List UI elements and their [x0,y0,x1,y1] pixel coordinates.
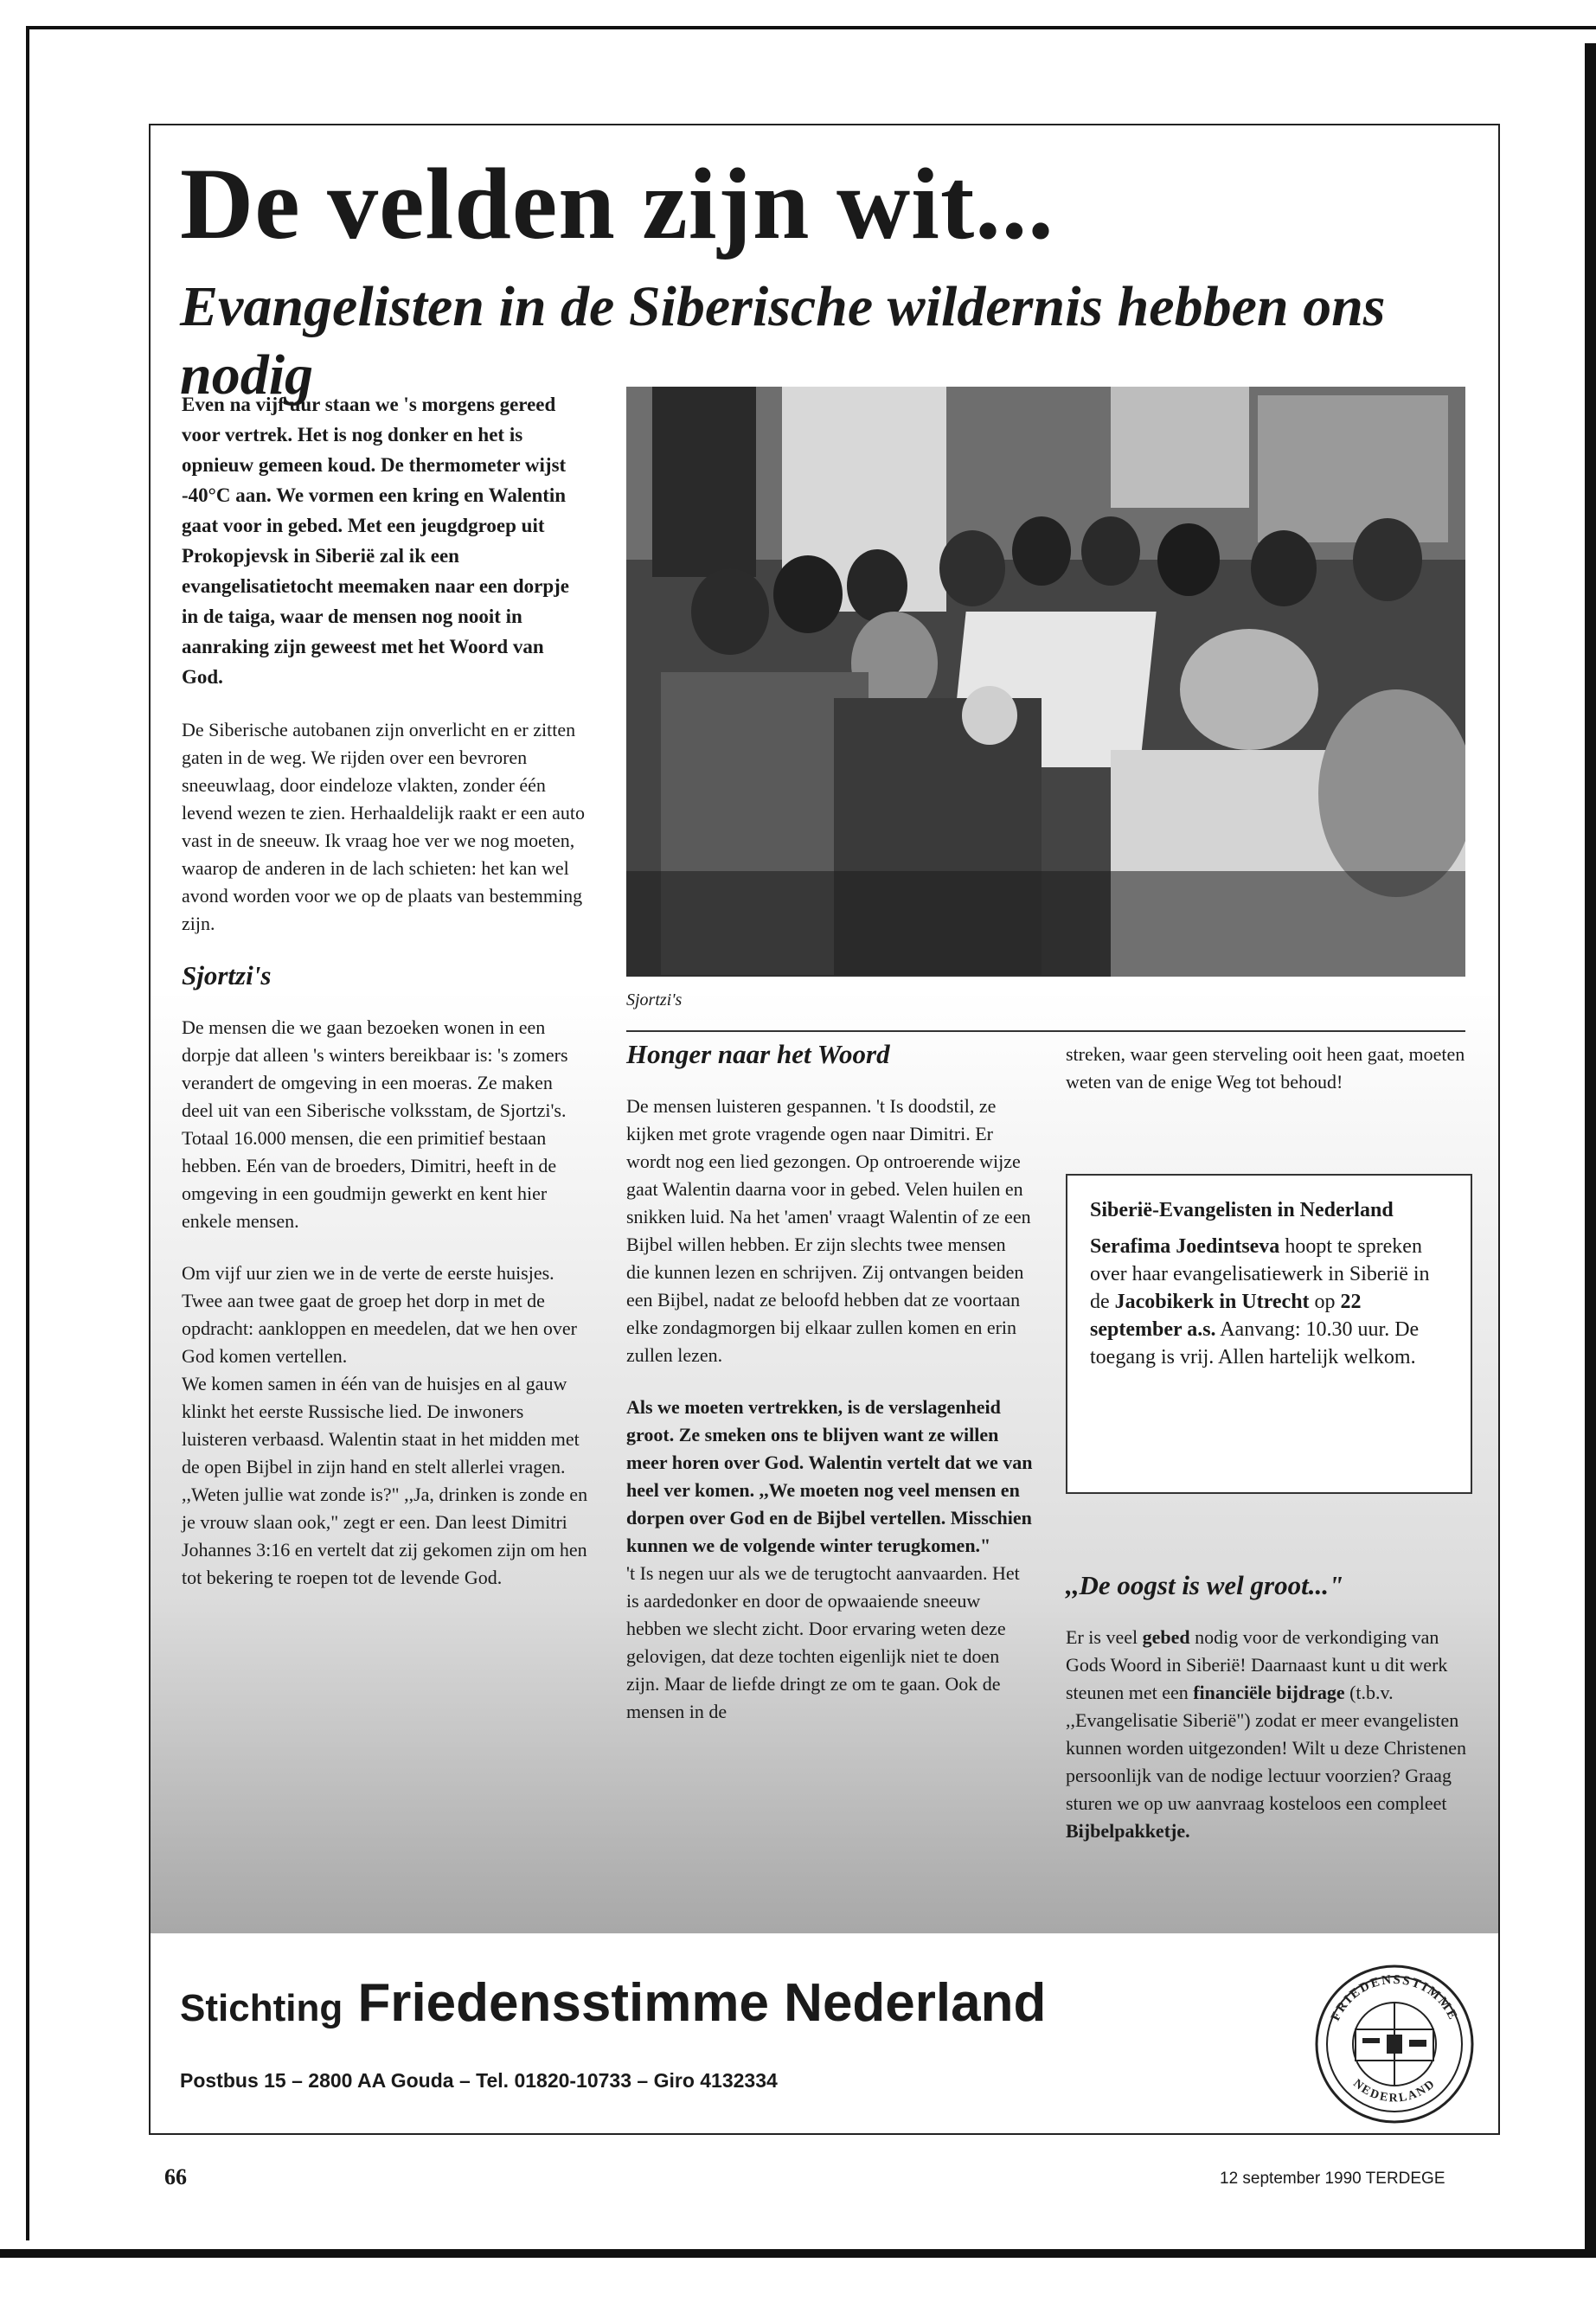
scan-border-top [26,26,1596,29]
scan-border-bottom [0,2249,1596,2258]
notice-text-1: hoopt te spreken over haar evangelisatiewerk in Siberië in de [1090,1235,1430,1313]
photo-gathering [626,387,1465,977]
subheadline: Evangelisten in de Siberische wildernis hebben ons nodig [180,275,1386,407]
publication-date: 12 september 1990 TERDEGE [1220,2170,1445,2188]
notice-body [1090,1233,1448,1371]
foundation-prefix: Stichting [180,1987,343,2029]
section-heading-oogst: ,,De oogst is wel groot..." [1066,1570,1344,1600]
foundation-address: Postbus 15 – 2800 AA Gouda – Tel. 01820-10733 – Giro 4132334 [180,2069,778,2092]
page-number: 66 [164,2164,187,2189]
scan-border-left [26,26,29,2240]
divider-rule [626,1030,1465,1032]
column-1 [182,389,588,1616]
scan-border-right [1585,43,1596,2258]
seal-text-bottom: NEDERLAND [1350,2077,1439,2106]
article-frame [149,124,1500,2135]
paragraph-departure: Als we moeten vertrekken, is de verslagenheid groot. Ze smeken ons te blijven want ze willen meer horen over God. Walentin vertelt dat we van heel ver komen. ,,We moeten nog veel mensen en dorpen over God en de Bijbel vertellen. Misschien kunnen we de volgende winter terugkomen." [626,1396,1033,1556]
section-heading-sjortzis: Sjortzi's [182,960,272,990]
appeal-text-a: Er is veel [1066,1626,1143,1648]
notice-text-3: Aanvang: 10.30 uur. De toegang is vrij. Allen hartelijk welkom. [1090,1318,1420,1368]
photo-illustration [626,387,1465,977]
appeal-text-c: nodig voor de verkondiging van Gods Woord in Siberië! Daarnaast kunt u dit werk steunen met een [1066,1626,1448,1703]
friedensstimme-seal-icon [1312,1962,1477,2126]
notice-text-2: op [1309,1291,1341,1313]
appeal-donation: financiële bijdrage [1193,1682,1345,1703]
paragraph-appeal [1066,1624,1472,1845]
appeal-prayer: gebed [1142,1626,1190,1648]
notice-date: 22 september a.s. [1090,1291,1362,1341]
paragraph-gathering: We komen samen in één van de huisjes en al gauw klinkt het eerste Russische lied. De inwoners luisteren verbaasd. Walentin staat in het midden met de open Bijbel in zijn hand en stelt allerlei vragen. ,,Weten jullie wat zonde is?" ,,Ja, drinken is zonde en je vrouw slaan ook," zegt er een. Dan leest Dimitri Johannes 3:16 en vertelt dat zij gekomen zijn om hen tot bekering te roepen tot de levende God. [182,1373,588,1588]
notice-venue: Jacobikerk in Utrecht [1114,1291,1310,1313]
seal-text-top: FRIEDENSSTIMME [1329,1972,1460,2023]
section-heading-honger: Honger naar het Woord [626,1039,890,1069]
column-2 [626,1041,1033,1750]
headline: De velden zijn wit... [180,147,1054,260]
appeal-bible-package: Bijbelpakketje. [1066,1820,1190,1842]
appeal-text-e: (t.b.v. ,,Evangelisatie Siberië") zodat er meer evangelisten kunnen worden uitgezonden! Wilt u deze Christenen persoonlijk van de nodige lectuur voorzien? Graag sturen we op uw aanvraag kosteloos een compleet [1066,1682,1467,1814]
photo-caption: Sjortzi's [626,990,683,1009]
notice-speaker: Serafima Joedintseva [1090,1235,1280,1258]
foundation-name [180,1972,1046,2034]
lead-paragraph: Even na vijf uur staan we 's morgens gereed voor vertrek. Het is nog donker en het is opnieuw gemeen koud. De thermometer wijst -40°C aan. We vormen een kring en Walentin gaat voor in gebed. Met een jeugdgroep uit Prokopjevsk in Siberië zal ik een evangelisatietocht meemaken naar een dorpje in de taiga, waar de mensen nog nooit in aanraking zijn geweest met het Woord van God. [182,394,569,688]
paragraph-arrival: Om vijf uur zien we in de verte de eerste huisjes. Twee aan twee gaat de groep het dorp in met de opdracht: aankloppen en meedelen, dat we hen over God komen vertellen. [182,1262,577,1367]
column-3 [1066,1041,1472,1120]
paragraph-listening: De mensen luisteren gespannen. 't Is doodstil, ze kijken met grote vragende ogen naar Dimitri. Er wordt nog een lied gezongen. Op ontroerende wijze gaat Walentin daarna voor in gebed. Velen huilen en snikken luid. Na het 'amen' vraagt Walentin of ze een Bijbel willen hebben. Er zijn slechts twee mensen die kunnen lezen en schrijven. Zij ontvangen beiden een Bijbel, nadat ze beloofd hebben dat ze voortaan elke zondagmorgen bij elkaar zullen komen en erin zullen lezen. [626,1095,1031,1366]
paragraph-continuation: streken, waar geen sterveling ooit heen gaat, moeten weten van de enige Weg tot behoud! [1066,1043,1465,1093]
foundation-title: Friedensstimme Nederland [357,1973,1047,2033]
paragraph-return: 't Is negen uur als we de terugtocht aanvaarden. Het is aardedonker en door de opwaaiende sneeuw hebben we slecht zicht. Door ervaring weten deze gelovigen, dat deze tochten eigenlijk niet te doen zijn. Maar de liefde dringt ze om te gaan. Ook de mensen in de [626,1562,1020,1722]
column-3-lower [1066,1572,1472,1869]
paragraph-village: De mensen die we gaan bezoeken wonen in een dorpje dat alleen 's winters bereikbaar is: 's zomers verandert de omgeving in een moeras. Ze maken deel uit van een Siberische volksstam, de Sjortzi's. Totaal 16.000 mensen, die een primitief bestaan hebben. Eén van de broeders, Dimitri, heeft in de omgeving in een goudmijn gewerkt en kent hier enkele mensen. [182,1016,568,1232]
paragraph-roads: De Siberische autobanen zijn onverlicht en er zitten gaten in de weg. We rijden over een bevroren sneeuwlaag, door eindeloze vlakten, zonder één levend wezen te zien. Herhaaldelijk raakt er een auto vast in de sneeuw. Ik vraag hoe ver we nog moeten, waarop de anderen in de lach schieten: het kan wel avond worden voor we op de plaats van bestemming zijn. [182,719,586,934]
event-notice-box [1066,1174,1472,1494]
notice-title: Siberië-Evangelisten in Nederland [1090,1199,1394,1221]
